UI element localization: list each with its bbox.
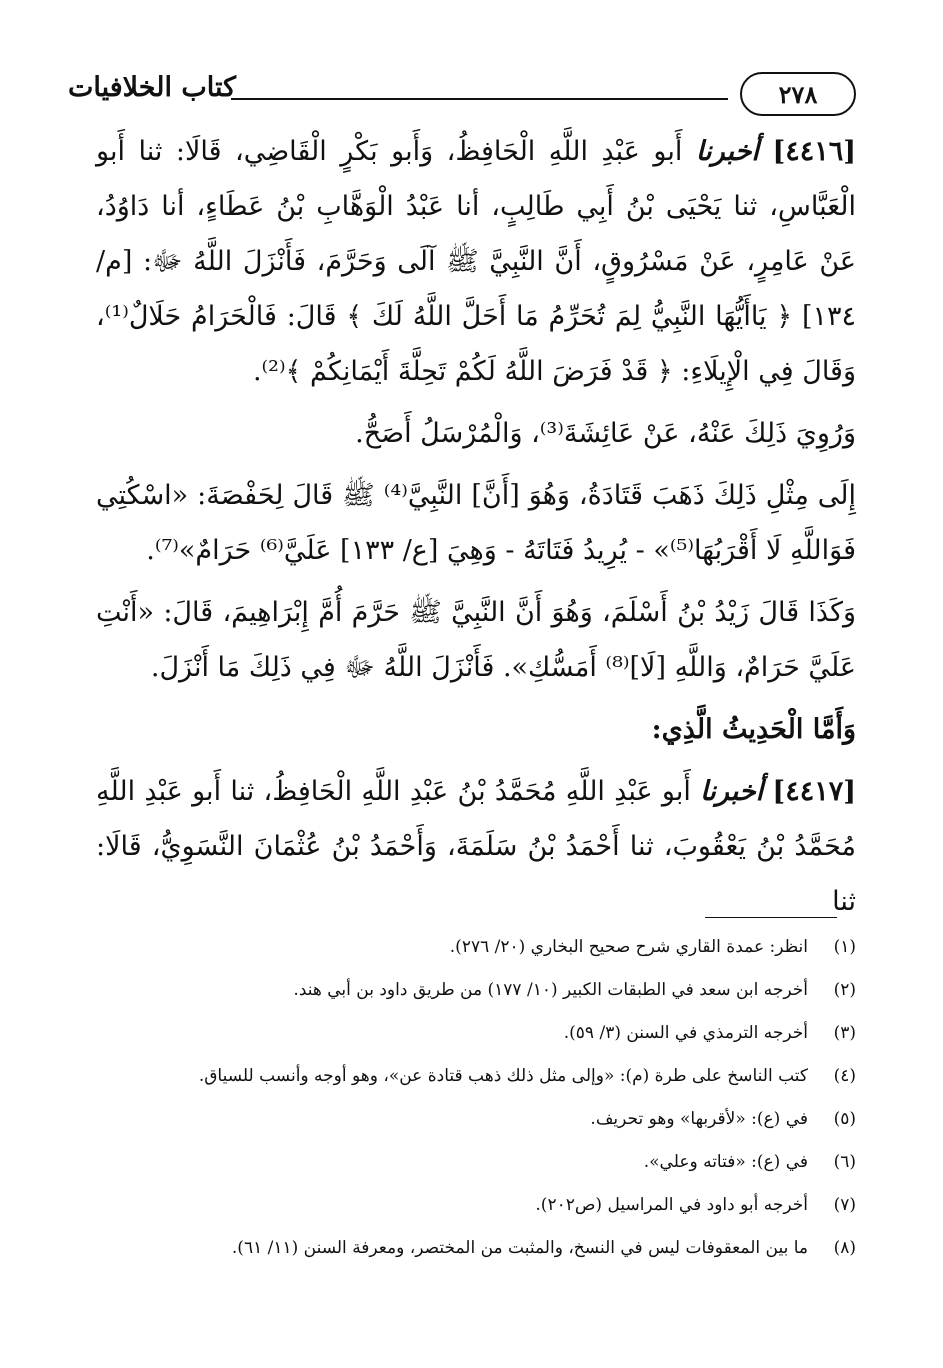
hadith-text: أَبو عَبْدِ اللَّهِ مُحَمَّدُ بْنُ عَبْدِ اللَّهِ الْحَافِظُ، ثنا أَبو عَبْدِ اللَّهِ مُحَمَّدُ بْنُ يَعْقُوبَ، ثنا أَحْمَدُ بْنُ سَلَمَةَ، وَأَحْمَدُ بْنُ عُثْمَانَ النَّسَوِيُّ، قَالَا: ثنا: [96, 776, 856, 917]
main-text: [96, 124, 856, 929]
paragraph-text: وَرُوِيَ ذَلِكَ عَنْهُ، عَنْ عَائِشَةَ⁽³⁾، وَالْمُرْسَلُ أَصَحُّ.: [355, 418, 856, 449]
footnote-number: (٨): [833, 1238, 856, 1258]
footnote-separator: [705, 917, 837, 918]
footnote-text: أخرجه ابن سعد في الطبقات الكبير (١٠/ ١٧٧) من طريق داود بن أبي هند.: [293, 980, 808, 1000]
commentary-paragraph: [96, 585, 856, 695]
narration-keyword: أخبرنا: [700, 776, 764, 807]
footnotes: [92, 937, 856, 1281]
footnote-number: (٧): [833, 1195, 856, 1215]
footnote-number: (٥): [833, 1109, 856, 1129]
footnote-text: في (ع): «فتاته وعلي».: [643, 1152, 808, 1172]
header-rule: [231, 98, 728, 100]
footnote: [92, 1066, 856, 1086]
hadith-number: [٤٤١٦]: [772, 136, 857, 167]
commentary-paragraph: [96, 406, 856, 461]
hadith-4417: [96, 764, 856, 929]
footnote-text: ما بين المعقوفات ليس في النسخ، والمثبت من المختصر، ومعرفة السنن (١١/ ٦١).: [231, 1238, 808, 1258]
footnote-text: كتب الناسخ على طرة (م): «وإلى مثل ذلك ذهب قتادة عن»، وهو أوجه وأنسب للسياق.: [198, 1066, 808, 1086]
footnote-number: (٦): [833, 1152, 856, 1172]
footnote: [92, 980, 856, 1000]
footnote-number: (٣): [833, 1023, 856, 1043]
paragraph-text: وَكَذَا قَالَ زَيْدُ بْنُ أَسْلَمَ، وَهُوَ أَنَّ النَّبِيَّ ﷺ حَرَّمَ أُمَّ إِبْرَاهِيمَ، قَالَ: «أَنْتِ عَلَيَّ حَرَامٌ، وَاللَّهِ [لَا]⁽⁸⁾ أَمَسُّكِ». فَأَنْزَلَ اللَّهُ ﷻ فِي ذَلِكَ مَا أَنْزَلَ.: [96, 597, 856, 683]
subheading-text: وَأَمَّا الْحَدِيثُ الَّذِي:: [651, 714, 856, 745]
hadith-text: أَبو عَبْدِ اللَّهِ الْحَافِظُ، وَأَبو بَكْرٍ الْقَاضِي، قَالَا: ثنا أَبو الْعَبَّاسِ، ثنا يَحْيَى بْنُ أَبِي طَالِبٍ، أنا عَبْدُ الْوَهَّابِ بْنُ عَطَاءٍ، أنا دَاوُدُ، عَنْ عَامِرٍ، عَنْ مَسْرُوقٍ، أَنَّ النَّبِيَّ ﷺ آلَى وَحَرَّمَ، فَأَنْزَلَ اللَّهُ ﷻ: [م/ ١٣٤] ﴿ يَاأَيُّهَا النَّبِيُّ لِمَ تُحَرِّمُ مَا أَحَلَّ اللَّهُ لَكَ ﴾ قَالَ: فَالْحَرَامُ حَلَالٌ⁽¹⁾، وَقَالَ فِي الْإِيلَاءِ: ﴿ قَدْ فَرَضَ اللَّهُ لَكُمْ تَحِلَّةَ أَيْمَانِكُمْ ﴾⁽²⁾.: [96, 136, 856, 387]
hadith-4416: [96, 124, 856, 399]
footnote: [92, 1195, 856, 1215]
narration-keyword: أخبرنا: [695, 136, 759, 167]
footnote-number: (١): [833, 937, 856, 957]
page-number: ٢٧٨: [740, 72, 856, 116]
footnote: [92, 1238, 856, 1258]
commentary-paragraph: [96, 468, 856, 578]
hadith-number: [٤٤١٧]: [772, 776, 856, 807]
subheading: [96, 702, 856, 757]
footnote-number: (٢): [833, 980, 856, 1000]
book-title: كتاب الخلافيات: [67, 72, 236, 103]
footnote: [92, 1152, 856, 1172]
footnote-text: انظر: عمدة القاري شرح صحيح البخاري (٢٠/ ٢٧٦).: [449, 937, 808, 957]
footnote-text: في (ع): «لأقربها» وهو تحريف.: [590, 1109, 808, 1129]
footnote-text: أخرجه الترمذي في السنن (٣/ ٥٩).: [563, 1023, 808, 1043]
paragraph-text: إِلَى مِثْلِ ذَلِكَ ذَهَبَ قَتَادَةُ، وَهُوَ [أَنَّ] النَّبِيَّ⁽⁴⁾ ﷺ قَالَ لِحَفْصَةَ: «اسْكُتِي فَوَاللَّهِ لَا أَقْرَبُهَا⁽⁵⁾» - يُرِيدُ فَتَاتَهُ - وَهِيَ [ع/ ١٣٣] عَلَيَّ⁽⁶⁾ حَرَامٌ»⁽⁷⁾.: [96, 480, 856, 566]
page-header: [67, 66, 856, 126]
footnote-text: أخرجه أبو داود في المراسيل (ص٢٠٢).: [535, 1195, 808, 1215]
footnote: [92, 1109, 856, 1129]
footnote: [92, 1023, 856, 1043]
footnote: [92, 937, 856, 957]
footnote-number: (٤): [833, 1066, 856, 1086]
